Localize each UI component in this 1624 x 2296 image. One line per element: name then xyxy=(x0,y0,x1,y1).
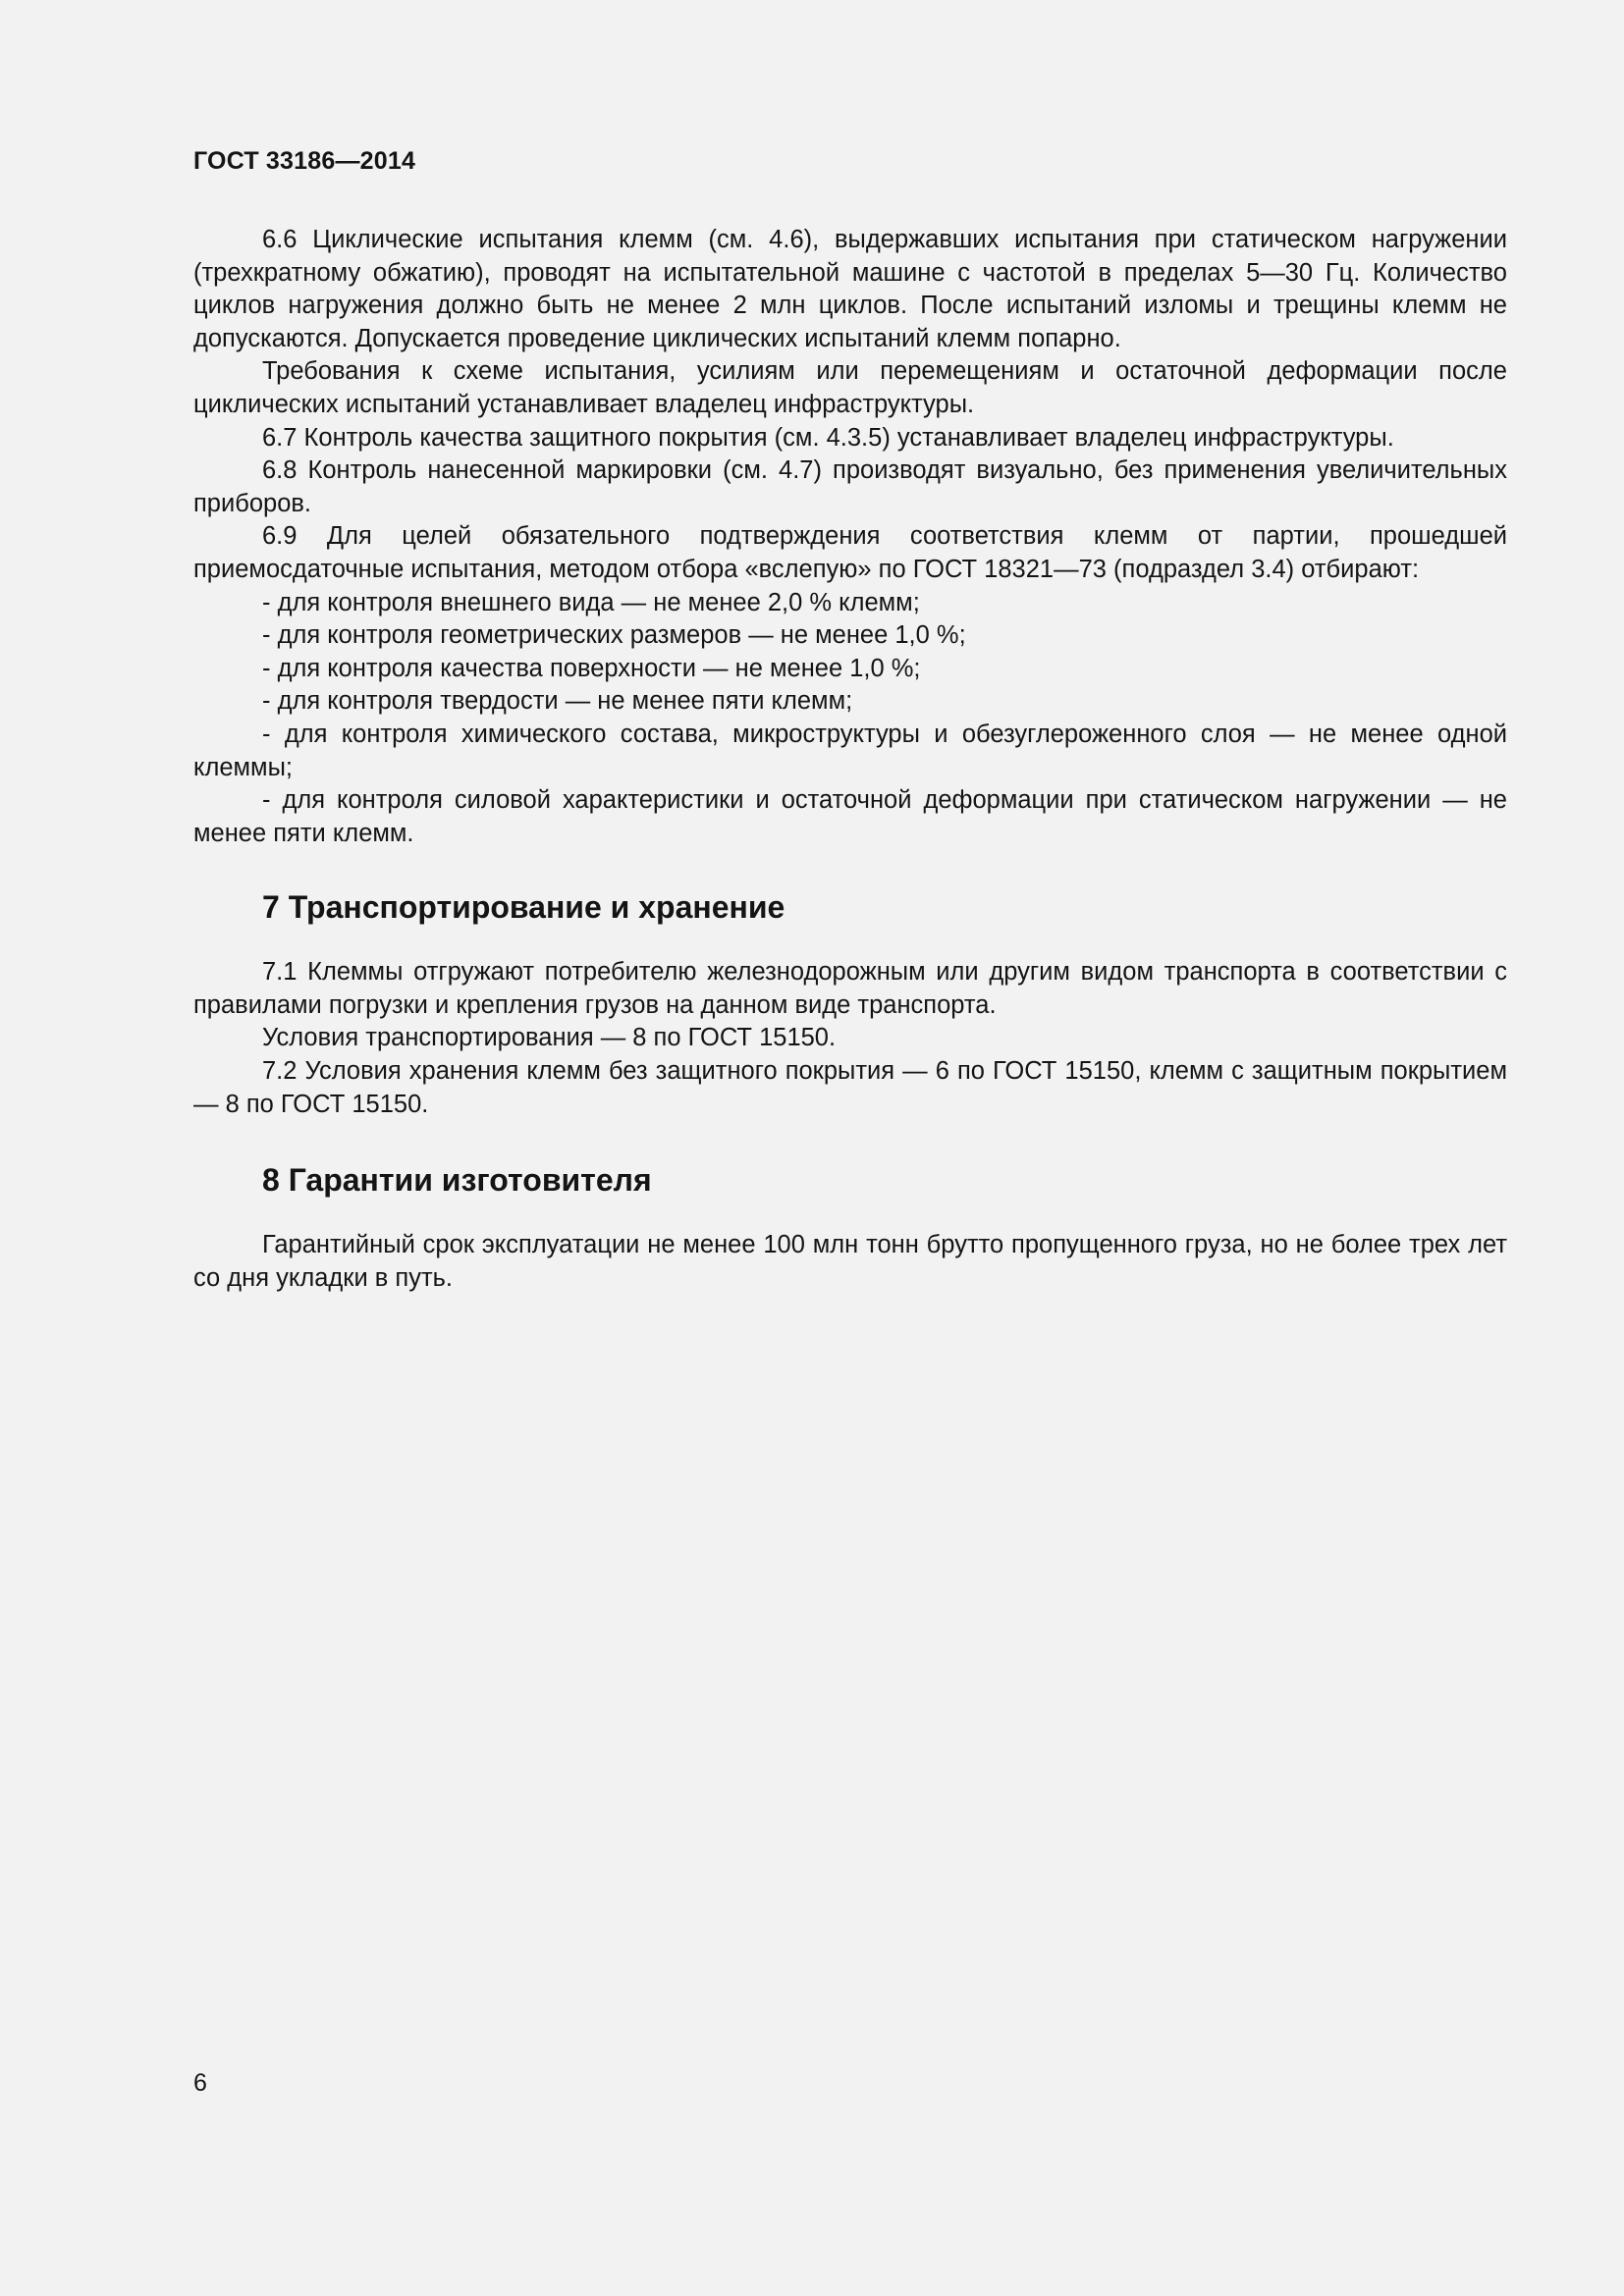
paragraph-7-1-transport-conditions: Условия транспортирования — 8 по ГОСТ 15150. xyxy=(262,1024,837,1052)
document-body xyxy=(193,224,1507,1295)
paragraph-6-6: 6.6 Циклические испытания клемм (см. 4.6), выдержавших испытания при статическом нагружении (трехкратному обжатию), проводят на испытательной машине с частотой в пределах 5—30 Гц. Количество циклов нагружения должно быть не менее 2 млн циклов. После испытаний изломы и трещины клемм не допускаются. Допускается проведение циклических испытаний клемм попарно. xyxy=(193,226,1507,352)
paragraph-6-7: 6.7 Контроль качества защитного покрытия (см. 4.3.5) устанавливает владелец инфраструктуры. xyxy=(262,423,1394,452)
document-header: ГОСТ 33186—2014 xyxy=(193,147,416,175)
list-item: - для контроля качества поверхности — не менее 1,0 %; xyxy=(262,654,921,682)
paragraph-7-1: 7.1 Клеммы отгружают потребителю железнодорожным или другим видом транспорта в соответствии с правилами погрузки и крепления грузов на данном виде транспорта. xyxy=(193,958,1507,1019)
page-number: 6 xyxy=(193,2069,207,2097)
paragraph-6-6-requirements: Требования к схеме испытания, усилиям или перемещениям и остаточной деформации после циклических испытаний устанавливает владелец инфраструктуры. xyxy=(193,357,1507,418)
list-item: - для контроля твердости — не менее пяти клемм; xyxy=(262,687,853,716)
list-item: - для контроля силовой характеристики и остаточной деформации при статическом нагружении — не менее пяти клемм. xyxy=(193,786,1507,847)
section-7-heading: 7 Транспортирование и хранение xyxy=(262,889,785,926)
paragraph-7-2: 7.2 Условия хранения клемм без защитного покрытия — 6 по ГОСТ 15150, клемм с защитным покрытием — 8 по ГОСТ 15150. xyxy=(193,1057,1507,1118)
list-item: - для контроля геометрических размеров — не менее 1,0 %; xyxy=(262,621,966,650)
paragraph-6-8: 6.8 Контроль нанесенной маркировки (см. 4.7) производят визуально, без применения увеличительных приборов. xyxy=(193,456,1507,517)
paragraph-6-9: 6.9 Для целей обязательного подтверждения соответствия клемм от партии, прошедшей приемосдаточные испытания, методом отбора «вслепую» по ГОСТ 18321—73 (подраздел 3.4) отбирают: xyxy=(193,522,1507,583)
section-8-heading: 8 Гарантии изготовителя xyxy=(262,1162,652,1199)
list-item: - для контроля внешнего вида — не менее 2,0 % клемм; xyxy=(262,588,920,616)
paragraph-8-warranty: Гарантийный срок эксплуатации не менее 100 млн тонн брутто пропущенного груза, но не более трех лет со дня укладки в путь. xyxy=(193,1231,1507,1292)
list-item: - для контроля химического состава, микроструктуры и обезуглероженного слоя — не менее одной клеммы; xyxy=(193,720,1507,781)
